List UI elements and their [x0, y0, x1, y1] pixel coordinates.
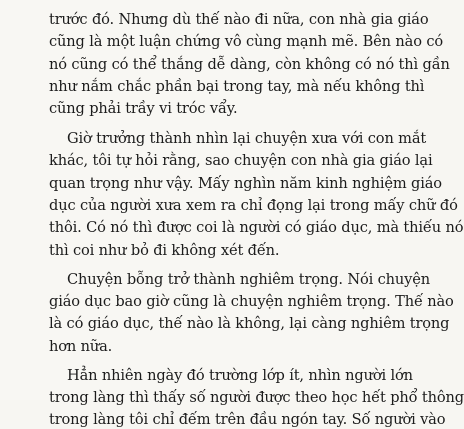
text-line: trong làng tôi chỉ đếm trên đầu ngón tay. Số người vào — [49, 411, 446, 428]
paragraph-start: Giờ trưởng thành nhìn lại chuyện xưa với con mắt — [67, 130, 427, 147]
text-line: hơn nữa. — [49, 338, 113, 355]
text-line: dục của người xưa xem ra chỉ đọng lại trong mấy chữ đó — [49, 197, 458, 214]
paragraph-start: Hẳn nhiên ngày đó trường lớp ít, nhìn người lớn — [67, 367, 413, 384]
text-line: giáo dục bao giờ cũng là chuyện nghiêm trọng. Thế nào — [49, 293, 454, 310]
cropped-top-line — [49, 0, 399, 6]
paragraph-start: Chuyện bỗng trở thành nghiêm trọng. Nói chuyện — [67, 271, 430, 288]
text-line: thôi. Có nó thì được coi là người có giáo dục, mà thiếu nó — [49, 219, 464, 236]
text-line: quan trọng như vậy. Mấy nghìn năm kinh nghiệm giáo — [49, 175, 442, 192]
text-line: thì coi như bỏ đi không xét đến. — [49, 242, 280, 259]
text-line: cũng là một luận chứng vô cùng mạnh mẽ. Bên nào có — [49, 33, 443, 50]
text-line: như nắm chắc phần bại trong tay, mà nếu không thì — [49, 78, 425, 95]
text-line: khác, tôi tự hỏi rằng, sao chuyện con nhà gia giáo lại — [49, 152, 433, 169]
text-line: nó cũng có thể thắng dễ dàng, còn không có nó thì gần — [49, 56, 450, 73]
text-line: cũng phải trầy vi tróc vẩy. — [49, 100, 238, 117]
text-line: trước đó. Nhưng dù thế nào đi nữa, con nhà gia giáo — [49, 11, 429, 28]
text-line: trong làng thì thấy số người được theo học hết phổ thông — [49, 389, 464, 406]
text-line: là có giáo dục, thế nào là không, lại càng nghiêm trọng — [49, 315, 450, 332]
